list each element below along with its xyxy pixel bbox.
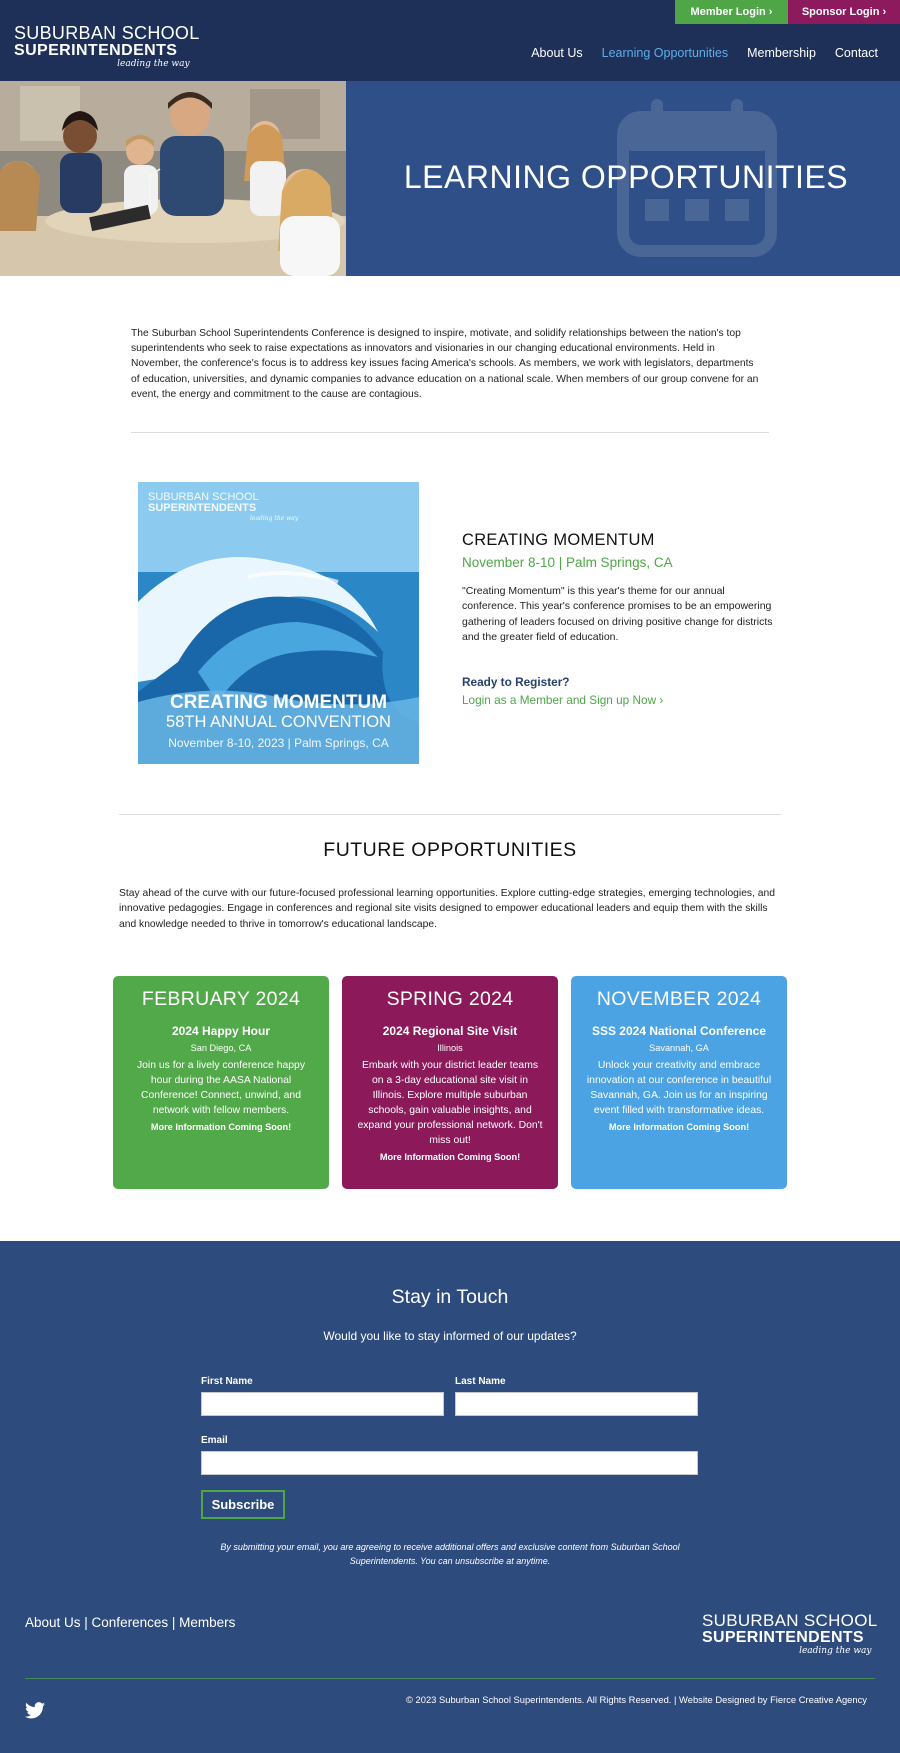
card-more-info: More Information Coming Soon! bbox=[608, 1122, 750, 1132]
logo-line-2: SUPERINTENDENTS bbox=[14, 42, 178, 59]
footer-logo-line-2: SUPERINTENDENTS bbox=[702, 1629, 864, 1646]
register-heading: Ready to Register? bbox=[462, 675, 570, 689]
poster-logo-line-2: SUPERINTENDENTS bbox=[148, 502, 257, 514]
first-name-label: First Name bbox=[201, 1376, 253, 1387]
legal-disclaimer: By submitting your email, you are agreeing to receive additional offers and exclusive content from Suburban School Superintendents. You can unsubscribe at anytime. bbox=[220, 1542, 680, 1566]
site-footer bbox=[0, 1241, 900, 1753]
page-title: LEARNING OPPORTUNITIES bbox=[403, 159, 849, 195]
footer-logo[interactable] bbox=[702, 1612, 877, 1656]
card-heading: NOVEMBER 2024 bbox=[596, 988, 762, 1010]
card-more-info: More Information Coming Soon! bbox=[150, 1122, 292, 1132]
opportunity-card-february[interactable] bbox=[113, 976, 329, 1189]
email-label: Email bbox=[201, 1435, 228, 1446]
nav-about-us[interactable]: About Us bbox=[531, 46, 583, 60]
hero-banner bbox=[0, 81, 900, 276]
stay-in-touch-subtitle: Would you like to stay informed of our updates? bbox=[323, 1329, 577, 1343]
poster-subtitle: 58TH ANNUAL CONVENTION bbox=[166, 713, 391, 731]
nav-membership[interactable]: Membership bbox=[747, 46, 816, 60]
poster-logo-tagline: leading the way bbox=[250, 515, 299, 522]
nav-learning-opportunities[interactable]: Learning Opportunities bbox=[601, 46, 729, 60]
conference-title: CREATING MOMENTUM bbox=[462, 531, 655, 549]
classroom-illustration bbox=[0, 81, 346, 276]
last-name-label: Last Name bbox=[455, 1376, 506, 1387]
conference-description: "Creating Momentum" is this year's theme for our annual conference. This year's conference promises to be an empowering gathering of leaders focused on driving positive change for districts and the greater field of education. bbox=[462, 585, 773, 643]
logo-tagline: leading the way bbox=[117, 59, 190, 69]
copyright-text: © 2023 Suburban School Superintendents. All Rights Reserved. | Website Designed by Fierce Creative Agency bbox=[406, 1694, 867, 1705]
footer-link-members[interactable]: Members bbox=[179, 1615, 236, 1630]
nav-contact[interactable]: Contact bbox=[834, 46, 878, 60]
card-title: 2024 Regional Site Visit bbox=[382, 1024, 518, 1038]
twitter-icon[interactable] bbox=[25, 1702, 45, 1719]
opportunity-card-spring[interactable] bbox=[342, 976, 558, 1189]
divider bbox=[119, 814, 781, 815]
opportunity-card-november[interactable] bbox=[571, 976, 787, 1189]
card-description: Join us for a lively conference happy hour during the AASA National Conference! Connect, unwind, and network with fellow members. bbox=[136, 1060, 306, 1116]
card-heading: SPRING 2024 bbox=[386, 988, 514, 1010]
footer-links bbox=[25, 1615, 235, 1630]
footer-link-separator: | bbox=[80, 1615, 92, 1630]
register-link[interactable]: Login as a Member and Sign up Now › bbox=[462, 693, 664, 707]
email-input[interactable] bbox=[201, 1451, 698, 1475]
member-login-button[interactable]: Member Login › bbox=[675, 0, 788, 24]
poster-title: CREATING MOMENTUM bbox=[169, 692, 388, 713]
site-logo[interactable] bbox=[14, 24, 200, 69]
future-title: FUTURE OPPORTUNITIES bbox=[323, 839, 577, 861]
subscribe-button[interactable]: Subscribe bbox=[201, 1490, 285, 1519]
footer-logo-tagline: leading the way bbox=[799, 1646, 872, 1656]
card-location: Illinois bbox=[437, 1043, 463, 1053]
footer-link-separator: | bbox=[168, 1615, 180, 1630]
site-header bbox=[0, 0, 900, 81]
poster-date: November 8-10, 2023 | Palm Springs, CA bbox=[168, 736, 389, 750]
poster-logo-line-1: SUBURBAN SCHOOL bbox=[148, 491, 259, 503]
footer-link-conferences[interactable]: Conferences bbox=[91, 1615, 169, 1630]
conference-date: November 8-10 | Palm Springs, CA bbox=[462, 555, 673, 570]
stay-in-touch-title: Stay in Touch bbox=[391, 1286, 509, 1308]
card-heading: FEBRUARY 2024 bbox=[141, 988, 301, 1010]
sponsor-login-button[interactable]: Sponsor Login › bbox=[788, 0, 900, 24]
intro-text: The Suburban School Superintendents Conference is designed to inspire, motivate, and solidify relationships between the nation's top superintendents who seek to raise expectations as innovators and visionaries in our changing educational environments. Held in November, the conference's focus is to address key issues facing America's schools. As members, we work with legislators, departments of education, universities, and dynamic companies to advance education on a national scale. When members of our group convene for an event, the energy and commitment to the cause are contagious. bbox=[131, 328, 759, 400]
last-name-input[interactable] bbox=[455, 1392, 698, 1416]
card-description: Unlock your creativity and embrace innovation at our conference in beautiful Savannah, GA. Join us for an inspiring event filled with transformative ideas. bbox=[586, 1060, 772, 1116]
card-title: 2024 Happy Hour bbox=[171, 1024, 271, 1038]
card-title: SSS 2024 National Conference bbox=[591, 1024, 767, 1038]
divider bbox=[131, 432, 769, 433]
card-more-info: More Information Coming Soon! bbox=[379, 1152, 521, 1162]
card-description: Embark with your district leader teams on a 3-day educational site visit in Illinois. Explore multiple suburban schools, gain valuable insights, and expand your professional network. Don't miss out! bbox=[357, 1060, 543, 1146]
classroom-photo bbox=[0, 81, 346, 276]
conference-poster[interactable] bbox=[138, 482, 419, 764]
footer-logo-line-1: SUBURBAN SCHOOL bbox=[702, 1611, 878, 1630]
footer-divider bbox=[25, 1678, 875, 1679]
main-nav bbox=[531, 46, 878, 60]
future-description: Stay ahead of the curve with our future-focused professional learning opportunities. Explore cutting-edge strategies, emerging technologies, and innovative pedagogies. Engage in conferences and regional site visits designed to empower educational leaders and equip them with the skills and knowledge needed to thrive in tomorrow's educational landscape. bbox=[119, 888, 775, 930]
first-name-input[interactable] bbox=[201, 1392, 444, 1416]
logo-line-1: SUBURBAN SCHOOL bbox=[14, 23, 200, 43]
card-location: Savannah, GA bbox=[649, 1043, 709, 1053]
footer-link-about-us[interactable]: About Us bbox=[25, 1615, 81, 1630]
card-location: San Diego, CA bbox=[190, 1043, 252, 1053]
